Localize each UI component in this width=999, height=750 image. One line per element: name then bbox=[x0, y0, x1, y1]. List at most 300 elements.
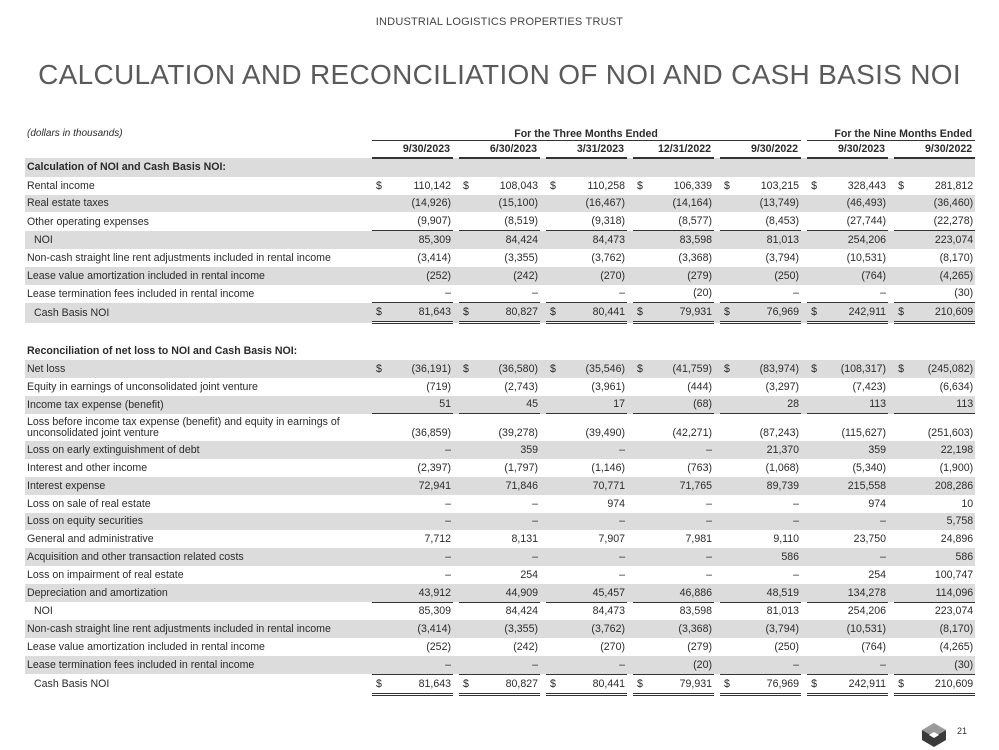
row-value: – bbox=[387, 513, 453, 531]
row-value: 242,911 bbox=[822, 303, 888, 323]
currency-symbol bbox=[894, 656, 909, 674]
row-value: (4,265) bbox=[939, 641, 974, 654]
currency-symbol bbox=[633, 285, 648, 303]
currency-symbol: $ bbox=[720, 303, 735, 323]
row-label: Loss on early extinguishment of debt bbox=[25, 441, 366, 459]
row-value: (251,603) bbox=[927, 427, 974, 440]
table-row bbox=[25, 495, 975, 513]
row-label: Interest and other income bbox=[27, 462, 148, 475]
table-row bbox=[25, 360, 975, 378]
row-value: 84,473 bbox=[561, 231, 627, 249]
nine-months-header: For the Nine Months Ended bbox=[807, 127, 975, 141]
currency-symbol bbox=[894, 414, 909, 442]
row-value: – bbox=[561, 548, 627, 566]
row-value: – bbox=[387, 285, 453, 303]
row-value: 254,206 bbox=[847, 605, 887, 618]
currency-symbol bbox=[372, 212, 387, 230]
currency-symbol bbox=[546, 638, 561, 656]
currency-symbol: $ bbox=[376, 179, 382, 192]
row-label: Interest expense bbox=[25, 477, 366, 495]
row-value: 110,142 bbox=[413, 179, 451, 192]
currency-symbol bbox=[372, 267, 387, 285]
row-value: (3,355) bbox=[504, 251, 538, 264]
currency-symbol bbox=[372, 396, 387, 414]
row-value: (3,762) bbox=[591, 251, 625, 264]
currency-symbol: $ bbox=[546, 674, 561, 694]
currency-symbol bbox=[372, 584, 387, 602]
row-label: NOI bbox=[25, 231, 366, 249]
row-value: – bbox=[387, 548, 453, 566]
row-value: 215,558 bbox=[822, 477, 888, 495]
row-value: (763) bbox=[687, 462, 712, 475]
row-value: 254 bbox=[868, 568, 887, 581]
table-row bbox=[25, 459, 975, 477]
row-value: (36,191) bbox=[387, 360, 453, 378]
row-value: (3,368) bbox=[648, 620, 714, 638]
row-value: (3,762) bbox=[561, 620, 627, 638]
table-row bbox=[25, 378, 975, 396]
currency-symbol bbox=[372, 495, 387, 513]
row-value: (3,368) bbox=[678, 251, 712, 264]
row-value: – bbox=[561, 285, 627, 303]
row-label: Loss on equity securities bbox=[25, 513, 366, 531]
table-row bbox=[25, 566, 975, 584]
row-value: (1,900) bbox=[939, 462, 974, 475]
row-value: (3,355) bbox=[474, 620, 540, 638]
table-row bbox=[25, 584, 975, 602]
currency-symbol bbox=[807, 212, 822, 230]
currency-symbol: $ bbox=[894, 303, 909, 323]
units-note: (dollars in thousands) bbox=[27, 128, 123, 140]
table-row bbox=[25, 548, 975, 566]
row-value: (83,974) bbox=[735, 360, 801, 378]
currency-symbol bbox=[372, 195, 387, 213]
currency-symbol bbox=[459, 267, 474, 285]
column-header: 9/30/2022 bbox=[720, 141, 801, 159]
row-label: Cash Basis NOI bbox=[34, 678, 110, 691]
row-value: 359 bbox=[474, 441, 540, 459]
row-value: 17 bbox=[561, 396, 627, 414]
currency-symbol bbox=[807, 249, 822, 267]
row-value: – bbox=[793, 568, 800, 581]
row-label: General and administrative bbox=[27, 533, 154, 546]
row-label: Depreciation and amortization bbox=[25, 584, 366, 602]
row-value: (8,577) bbox=[648, 212, 714, 230]
currency-symbol bbox=[894, 378, 909, 396]
row-value: 100,747 bbox=[934, 568, 974, 581]
row-value: – bbox=[822, 656, 888, 674]
row-value: (10,531) bbox=[822, 620, 888, 638]
company-logo-icon bbox=[919, 719, 949, 749]
section-heading-row bbox=[25, 158, 975, 177]
row-value: – bbox=[648, 548, 714, 566]
currency-symbol bbox=[720, 584, 735, 602]
row-label: Cash Basis NOI bbox=[25, 303, 366, 323]
currency-symbol: $ bbox=[372, 360, 387, 378]
row-label: Rental income bbox=[27, 179, 95, 192]
currency-symbol bbox=[459, 566, 474, 584]
row-value: 586 bbox=[735, 548, 801, 566]
row-value: – bbox=[474, 656, 540, 674]
row-value: (39,490) bbox=[585, 427, 625, 440]
currency-symbol bbox=[459, 414, 474, 442]
row-value: (3,794) bbox=[735, 620, 801, 638]
currency-symbol: $ bbox=[894, 674, 909, 694]
row-value: 21,370 bbox=[735, 441, 801, 459]
currency-symbol bbox=[459, 602, 474, 620]
currency-symbol bbox=[459, 477, 474, 495]
table-row bbox=[25, 477, 975, 495]
currency-symbol bbox=[459, 249, 474, 267]
currency-symbol bbox=[459, 285, 474, 303]
currency-symbol bbox=[633, 477, 648, 495]
currency-symbol bbox=[372, 513, 387, 531]
row-value: 43,912 bbox=[387, 584, 453, 602]
currency-symbol: $ bbox=[894, 360, 909, 378]
row-value: (13,749) bbox=[735, 195, 801, 213]
currency-symbol bbox=[633, 548, 648, 566]
currency-symbol bbox=[807, 459, 822, 477]
currency-symbol bbox=[546, 620, 561, 638]
row-value: 48,519 bbox=[735, 584, 801, 602]
currency-symbol bbox=[546, 231, 561, 249]
currency-symbol bbox=[633, 530, 648, 548]
row-value: 45,457 bbox=[561, 584, 627, 602]
row-value: (242) bbox=[513, 641, 538, 654]
currency-symbol bbox=[720, 378, 735, 396]
row-value: (9,318) bbox=[561, 212, 627, 230]
row-label: Acquisition and other transaction related costs bbox=[25, 548, 366, 566]
row-value: (8,519) bbox=[474, 212, 540, 230]
currency-symbol bbox=[720, 566, 735, 584]
row-value: – bbox=[648, 513, 714, 531]
currency-symbol bbox=[633, 396, 648, 414]
row-value: 89,739 bbox=[735, 477, 801, 495]
row-value: 103,215 bbox=[760, 179, 800, 192]
section-heading: Calculation of NOI and Cash Basis NOI: bbox=[25, 158, 366, 177]
table-row bbox=[25, 441, 975, 459]
column-header: 9/30/2023 bbox=[807, 141, 888, 159]
row-value: 80,827 bbox=[474, 303, 540, 323]
currency-symbol: $ bbox=[807, 674, 822, 694]
currency-symbol: $ bbox=[459, 360, 474, 378]
currency-symbol bbox=[720, 620, 735, 638]
row-value: (2,397) bbox=[417, 462, 451, 475]
currency-symbol bbox=[807, 620, 822, 638]
currency-symbol bbox=[459, 638, 474, 656]
table-row bbox=[25, 513, 975, 531]
row-value: – bbox=[445, 497, 451, 510]
row-value: – bbox=[793, 497, 800, 510]
currency-symbol bbox=[546, 656, 561, 674]
currency-symbol bbox=[807, 530, 822, 548]
row-value: – bbox=[706, 497, 712, 510]
row-value: 80,441 bbox=[561, 674, 627, 694]
row-value: (252) bbox=[387, 267, 453, 285]
currency-symbol bbox=[546, 414, 561, 442]
currency-symbol bbox=[807, 378, 822, 396]
currency-symbol bbox=[546, 441, 561, 459]
row-value: (270) bbox=[561, 267, 627, 285]
row-value: 210,609 bbox=[909, 303, 975, 323]
row-value: (8,170) bbox=[939, 251, 974, 264]
currency-symbol bbox=[546, 378, 561, 396]
currency-symbol bbox=[720, 267, 735, 285]
row-value: 80,441 bbox=[561, 303, 627, 323]
row-value: 84,424 bbox=[505, 605, 538, 618]
currency-symbol bbox=[807, 441, 822, 459]
currency-symbol bbox=[372, 477, 387, 495]
table-row bbox=[25, 530, 975, 548]
row-value: 81,643 bbox=[387, 303, 453, 323]
row-value: (719) bbox=[426, 380, 451, 393]
table-row bbox=[25, 212, 975, 230]
row-value: – bbox=[561, 441, 627, 459]
currency-symbol bbox=[546, 195, 561, 213]
currency-symbol bbox=[459, 656, 474, 674]
row-value: (270) bbox=[600, 641, 625, 654]
currency-symbol bbox=[894, 231, 909, 249]
row-value: 10 bbox=[961, 497, 974, 510]
row-value: (245,082) bbox=[909, 360, 975, 378]
section-spacer bbox=[25, 323, 975, 343]
row-value: – bbox=[474, 548, 540, 566]
currency-symbol: $ bbox=[633, 303, 648, 323]
row-value: 84,473 bbox=[592, 605, 625, 618]
row-label: Real estate taxes bbox=[25, 195, 366, 213]
table-row bbox=[25, 303, 975, 323]
currency-symbol bbox=[546, 212, 561, 230]
currency-symbol bbox=[459, 548, 474, 566]
table-row bbox=[25, 414, 975, 442]
currency-symbol bbox=[546, 267, 561, 285]
row-value: (46,493) bbox=[822, 195, 888, 213]
row-value: 254,206 bbox=[822, 231, 888, 249]
table-row bbox=[25, 602, 975, 620]
currency-symbol: $ bbox=[807, 360, 822, 378]
row-value: (20) bbox=[648, 285, 714, 303]
currency-symbol bbox=[894, 548, 909, 566]
table-row bbox=[25, 285, 975, 303]
row-value: 46,886 bbox=[648, 584, 714, 602]
column-header: 9/30/2023 bbox=[372, 141, 453, 159]
currency-symbol bbox=[720, 513, 735, 531]
currency-symbol bbox=[372, 441, 387, 459]
row-value: (36,580) bbox=[474, 360, 540, 378]
row-value: 223,074 bbox=[934, 605, 974, 618]
three-months-header: For the Three Months Ended bbox=[372, 127, 801, 141]
row-label: Lease termination fees included in rental income bbox=[27, 287, 255, 300]
currency-symbol bbox=[894, 477, 909, 495]
currency-symbol bbox=[459, 441, 474, 459]
row-value: 9,110 bbox=[773, 533, 800, 546]
row-value: (16,467) bbox=[561, 195, 627, 213]
row-label: Net loss bbox=[25, 360, 366, 378]
currency-symbol bbox=[546, 396, 561, 414]
column-header-row bbox=[25, 141, 975, 159]
row-value: – bbox=[561, 656, 627, 674]
row-value: (252) bbox=[426, 641, 451, 654]
currency-symbol bbox=[720, 477, 735, 495]
row-value: (5,340) bbox=[852, 462, 887, 475]
currency-symbol bbox=[720, 656, 735, 674]
row-value: 83,598 bbox=[679, 605, 712, 618]
row-value: (27,744) bbox=[822, 212, 888, 230]
row-value: (250) bbox=[774, 641, 800, 654]
table-row bbox=[25, 396, 975, 414]
row-value: (20) bbox=[648, 656, 714, 674]
currency-symbol bbox=[633, 212, 648, 230]
row-value: – bbox=[822, 548, 888, 566]
row-value: (41,759) bbox=[648, 360, 714, 378]
row-value: 44,909 bbox=[474, 584, 540, 602]
row-value: (30) bbox=[909, 656, 975, 674]
currency-symbol bbox=[807, 566, 822, 584]
currency-symbol bbox=[807, 602, 822, 620]
row-value: 359 bbox=[822, 441, 888, 459]
row-value: (108,317) bbox=[822, 360, 888, 378]
currency-symbol bbox=[807, 495, 822, 513]
row-value: 85,309 bbox=[418, 605, 451, 618]
row-value: (8,170) bbox=[909, 620, 975, 638]
row-value: (764) bbox=[822, 267, 888, 285]
row-value: 134,278 bbox=[822, 584, 888, 602]
row-value: 974 bbox=[868, 497, 887, 510]
currency-symbol bbox=[546, 602, 561, 620]
currency-symbol bbox=[720, 212, 735, 230]
currency-symbol bbox=[807, 267, 822, 285]
currency-symbol bbox=[894, 602, 909, 620]
column-header: 9/30/2022 bbox=[894, 141, 975, 159]
currency-symbol bbox=[459, 620, 474, 638]
row-label: Lease termination fees included in rental income bbox=[25, 656, 366, 674]
row-label: Loss before income tax expense (benefit) and equity in earnings of unconsolidated joint venture bbox=[27, 416, 340, 439]
currency-symbol bbox=[372, 231, 387, 249]
section-heading: Reconciliation of net loss to NOI and Cash Basis NOI: bbox=[27, 345, 298, 358]
row-value: 70,771 bbox=[561, 477, 627, 495]
currency-symbol bbox=[720, 602, 735, 620]
currency-symbol: $ bbox=[463, 179, 469, 192]
currency-symbol bbox=[807, 414, 822, 442]
row-value: 974 bbox=[607, 497, 625, 510]
row-value: 7,712 bbox=[424, 533, 451, 546]
row-value: (3,414) bbox=[387, 620, 453, 638]
row-value: – bbox=[648, 441, 714, 459]
row-value: (115,627) bbox=[841, 427, 887, 440]
row-value: (10,531) bbox=[846, 251, 887, 264]
currency-symbol bbox=[459, 212, 474, 230]
currency-symbol bbox=[894, 620, 909, 638]
currency-symbol bbox=[720, 231, 735, 249]
row-value: 208,286 bbox=[909, 477, 975, 495]
row-label: Equity in earnings of unconsolidated joint venture bbox=[27, 380, 258, 393]
row-value: – bbox=[387, 441, 453, 459]
currency-symbol bbox=[546, 513, 561, 531]
row-value: – bbox=[387, 656, 453, 674]
currency-symbol bbox=[894, 285, 909, 303]
currency-symbol bbox=[807, 584, 822, 602]
currency-symbol bbox=[720, 249, 735, 267]
page-number: 21 bbox=[957, 726, 968, 736]
row-value: (7,423) bbox=[852, 380, 887, 393]
currency-symbol bbox=[894, 566, 909, 584]
currency-symbol bbox=[894, 495, 909, 513]
row-value: 110,258 bbox=[587, 179, 625, 192]
row-value: 85,309 bbox=[387, 231, 453, 249]
row-value: – bbox=[619, 568, 625, 581]
currency-symbol bbox=[372, 378, 387, 396]
currency-symbol bbox=[633, 638, 648, 656]
row-label: Non-cash straight line rent adjustments included in rental income bbox=[25, 620, 366, 638]
row-value: – bbox=[735, 656, 801, 674]
row-value: (3,961) bbox=[591, 380, 625, 393]
row-value: (764) bbox=[861, 641, 887, 654]
currency-symbol bbox=[546, 459, 561, 477]
currency-symbol bbox=[459, 459, 474, 477]
currency-symbol bbox=[372, 620, 387, 638]
row-value: 586 bbox=[909, 548, 975, 566]
row-label: Non-cash straight line rent adjustments included in rental income bbox=[27, 251, 331, 264]
row-value: (14,926) bbox=[387, 195, 453, 213]
row-value: 81,013 bbox=[735, 231, 801, 249]
row-value: (68) bbox=[648, 396, 714, 414]
row-value: 7,981 bbox=[685, 533, 712, 546]
row-label: Loss on impairment of real estate bbox=[27, 568, 184, 581]
row-value: – bbox=[822, 285, 888, 303]
currency-symbol bbox=[720, 414, 735, 442]
currency-symbol bbox=[807, 548, 822, 566]
row-value: 81,013 bbox=[766, 605, 800, 618]
row-value: (42,271) bbox=[672, 427, 712, 440]
row-label: Other operating expenses bbox=[27, 215, 149, 228]
currency-symbol bbox=[459, 584, 474, 602]
currency-symbol bbox=[372, 638, 387, 656]
table-row bbox=[25, 620, 975, 638]
page-title: CALCULATION AND RECONCILIATION OF NOI AND CASH BASIS NOI bbox=[38, 58, 961, 90]
row-value: 76,969 bbox=[735, 674, 801, 694]
row-value: 7,907 bbox=[598, 533, 625, 546]
currency-symbol: $ bbox=[633, 674, 648, 694]
currency-symbol bbox=[807, 231, 822, 249]
row-value: 242,911 bbox=[822, 674, 888, 694]
row-value: 114,096 bbox=[909, 584, 975, 602]
row-value: 108,043 bbox=[499, 179, 538, 192]
row-value: 106,339 bbox=[673, 179, 712, 192]
row-value: 5,758 bbox=[909, 513, 975, 531]
currency-symbol bbox=[372, 249, 387, 267]
row-value: (87,243) bbox=[759, 427, 800, 440]
row-value: 84,424 bbox=[474, 231, 540, 249]
currency-symbol bbox=[894, 459, 909, 477]
row-value: 45 bbox=[474, 396, 540, 414]
currency-symbol: $ bbox=[898, 179, 904, 192]
row-value: – bbox=[474, 285, 540, 303]
row-value: (4,265) bbox=[909, 267, 975, 285]
currency-symbol bbox=[720, 459, 735, 477]
row-value: – bbox=[561, 513, 627, 531]
currency-symbol bbox=[372, 548, 387, 566]
currency-symbol bbox=[720, 638, 735, 656]
row-value: – bbox=[735, 513, 801, 531]
currency-symbol bbox=[807, 477, 822, 495]
row-value: 254 bbox=[520, 568, 538, 581]
currency-symbol bbox=[894, 530, 909, 548]
currency-symbol bbox=[807, 656, 822, 674]
row-value: (279) bbox=[687, 641, 712, 654]
currency-symbol: $ bbox=[633, 360, 648, 378]
currency-symbol bbox=[459, 378, 474, 396]
currency-symbol bbox=[546, 477, 561, 495]
